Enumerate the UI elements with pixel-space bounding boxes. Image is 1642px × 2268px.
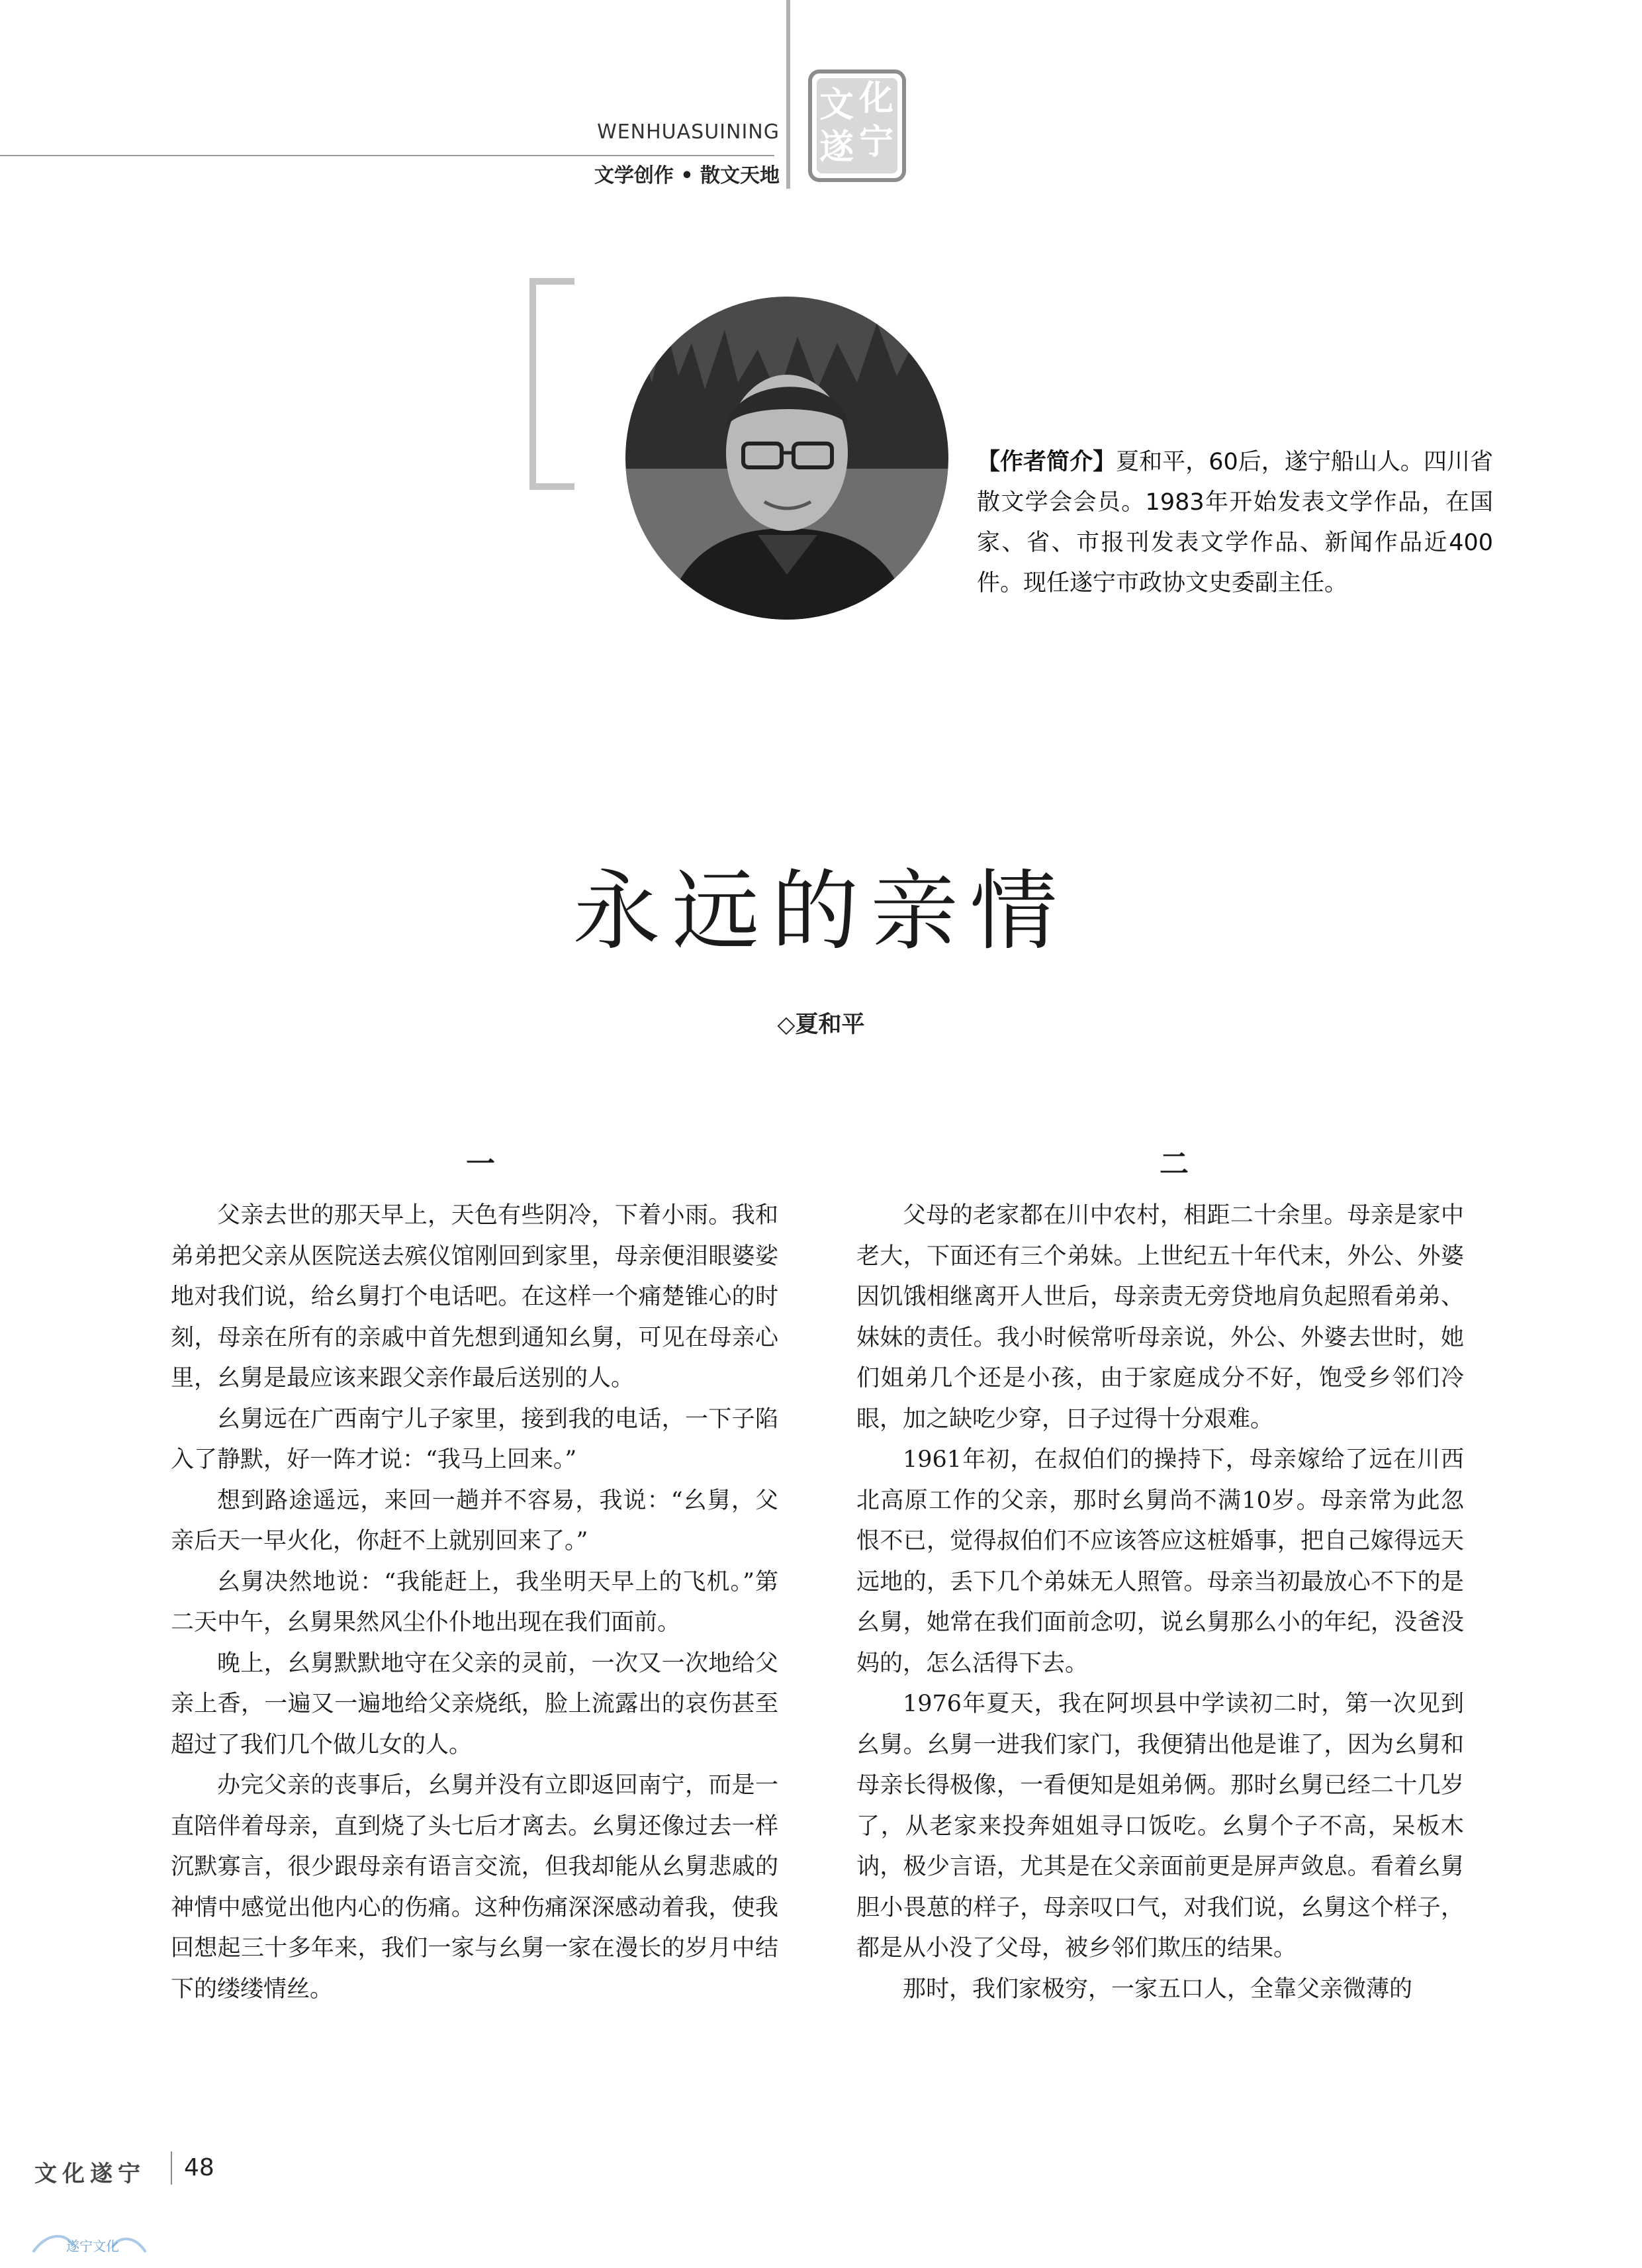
svg-text:宁: 宁 bbox=[858, 122, 894, 162]
decorative-bracket bbox=[529, 278, 574, 490]
paragraph: 幺舅决然地说：“我能赶上，我坐明天早上的飞机。”第二天中午，幺舅果然风尘仆仆地出现在我们面前。 bbox=[171, 1568, 778, 1636]
paragraph: 1976年夏天，我在阿坝县中学读初二时，第一次见到幺舅。幺舅一进我们家门，我便猜出他是谁了，因为幺舅和母亲长得极像，一看便知是姐弟俩。那时幺舅已经二十几岁了，从老家来投奔姐姐寻口饭吃。幺舅个子不高，呆板木讷，极少言语，尤其是在父亲面前更是屏声敛息。看着幺舅胆小畏葸的样子，母亲叹口气，对我们说，幺舅这个样子，都是从小没了父母，被乡邻们欺压的结果。 bbox=[856, 1691, 1464, 1961]
page-number: 48 bbox=[184, 2154, 214, 2181]
section-label: 文学创作 • 散文天地 bbox=[594, 164, 780, 187]
journal-seal-logo bbox=[807, 69, 907, 183]
publication-name-en: WENHUASUINING bbox=[597, 120, 780, 144]
header-vertical-rule bbox=[786, 0, 790, 189]
paragraph: 想到路途遥远，来回一趟并不容易，我说：“幺舅，父亲后天一早火化，你赶不上就别回来了。” bbox=[171, 1487, 778, 1554]
svg-text:文: 文 bbox=[819, 85, 854, 125]
svg-text:化: 化 bbox=[858, 78, 894, 118]
author-bio-text: 夏和平，60后，遂宁船山人。四川省散文学会会员。1983年开始发表文学作品，在国家、省、市报刊发表文学作品、新闻作品近400件。现任遂宁市政协文史委副主任。 bbox=[977, 449, 1493, 596]
watermark-text: 遂宁文化 bbox=[66, 2238, 119, 2254]
footer-divider bbox=[171, 2151, 172, 2185]
article-column-left bbox=[171, 1196, 778, 2010]
author-bio bbox=[977, 442, 1493, 604]
article-title: 永远的亲情 bbox=[572, 861, 1070, 963]
paragraph: 那时，我们家极穷，一家五口人，全靠父亲微薄的 bbox=[903, 1975, 1413, 2003]
header-rule bbox=[0, 155, 774, 156]
paragraph: 1961年初，在叔伯们的操持下，母亲嫁给了远在川西北高原工作的父亲，那时幺舅尚不满10岁。母亲常为此忽恨不已，觉得叔伯们不应该答应这桩婚事，把自己嫁得远天远地的，丢下几个弟妹无人照管。母亲当初最放心不下的是幺舅，她常在我们面前念叨，说幺舅那么小的年纪，没爸没妈的，怎么活得下去。 bbox=[856, 1446, 1464, 1677]
paragraph: 晚上，幺舅默默地守在父亲的灵前，一次又一次地给父亲上香，一遍又一遍地给父亲烧纸，脸上流露出的哀伤甚至超过了我们几个做儿女的人。 bbox=[171, 1650, 778, 1758]
watermark-logo bbox=[26, 2226, 159, 2265]
paragraph: 父亲去世的那天早上，天色有些阴冷，下着小雨。我和弟弟把父亲从医院送去殡仪馆刚回到家里，母亲便泪眼婆娑地对我们说，给幺舅打个电话吧。在这样一个痛楚锥心的时刻，母亲在所有的亲戚中首先想到通知幺舅，可见在母亲心里，幺舅是最应该来跟父亲作最后送别的人。 bbox=[171, 1202, 778, 1392]
section-heading-2: 二 bbox=[1160, 1147, 1189, 1181]
footer-journal-name: 文化遂宁 bbox=[34, 2161, 146, 2187]
section-heading-1: 一 bbox=[466, 1147, 495, 1181]
author-bio-label: 【作者简介】 bbox=[977, 449, 1117, 475]
paragraph: 父母的老家都在川中农村，相距二十余里。母亲是家中老大，下面还有三个弟妹。上世纪五十年代末，外公、外婆因饥饿相继离开人世后，母亲责无旁贷地肩负起照看弟弟、妹妹的责任。我小时候常听母亲说，外公、外婆去世时，她们姐弟几个还是小孩，由于家庭成分不好，饱受乡邻们冷眼，加之缺吃少穿，日子过得十分艰难。 bbox=[856, 1202, 1464, 1433]
paragraph: 幺舅远在广西南宁儿子家里，接到我的电话，一下子陷入了静默，好一阵才说：“我马上回来。” bbox=[171, 1405, 778, 1473]
article-byline: ◇夏和平 bbox=[777, 1011, 865, 1038]
paragraph: 办完父亲的丧事后，幺舅并没有立即返回南宁，而是一直陪伴着母亲，直到烧了头七后才离去。幺舅还像过去一样沉默寡言，很少跟母亲有语言交流，但我却能从幺舅悲戚的神情中感觉出他内心的伤痛。这种伤痛深深感动着我，使我回想起三十多年来，我们一家与幺舅一家在漫长的岁月中结下的缕缕情丝。 bbox=[171, 1772, 778, 2003]
article-column-right bbox=[856, 1196, 1464, 2010]
author-photo bbox=[625, 297, 948, 620]
svg-text:遂: 遂 bbox=[819, 127, 854, 167]
